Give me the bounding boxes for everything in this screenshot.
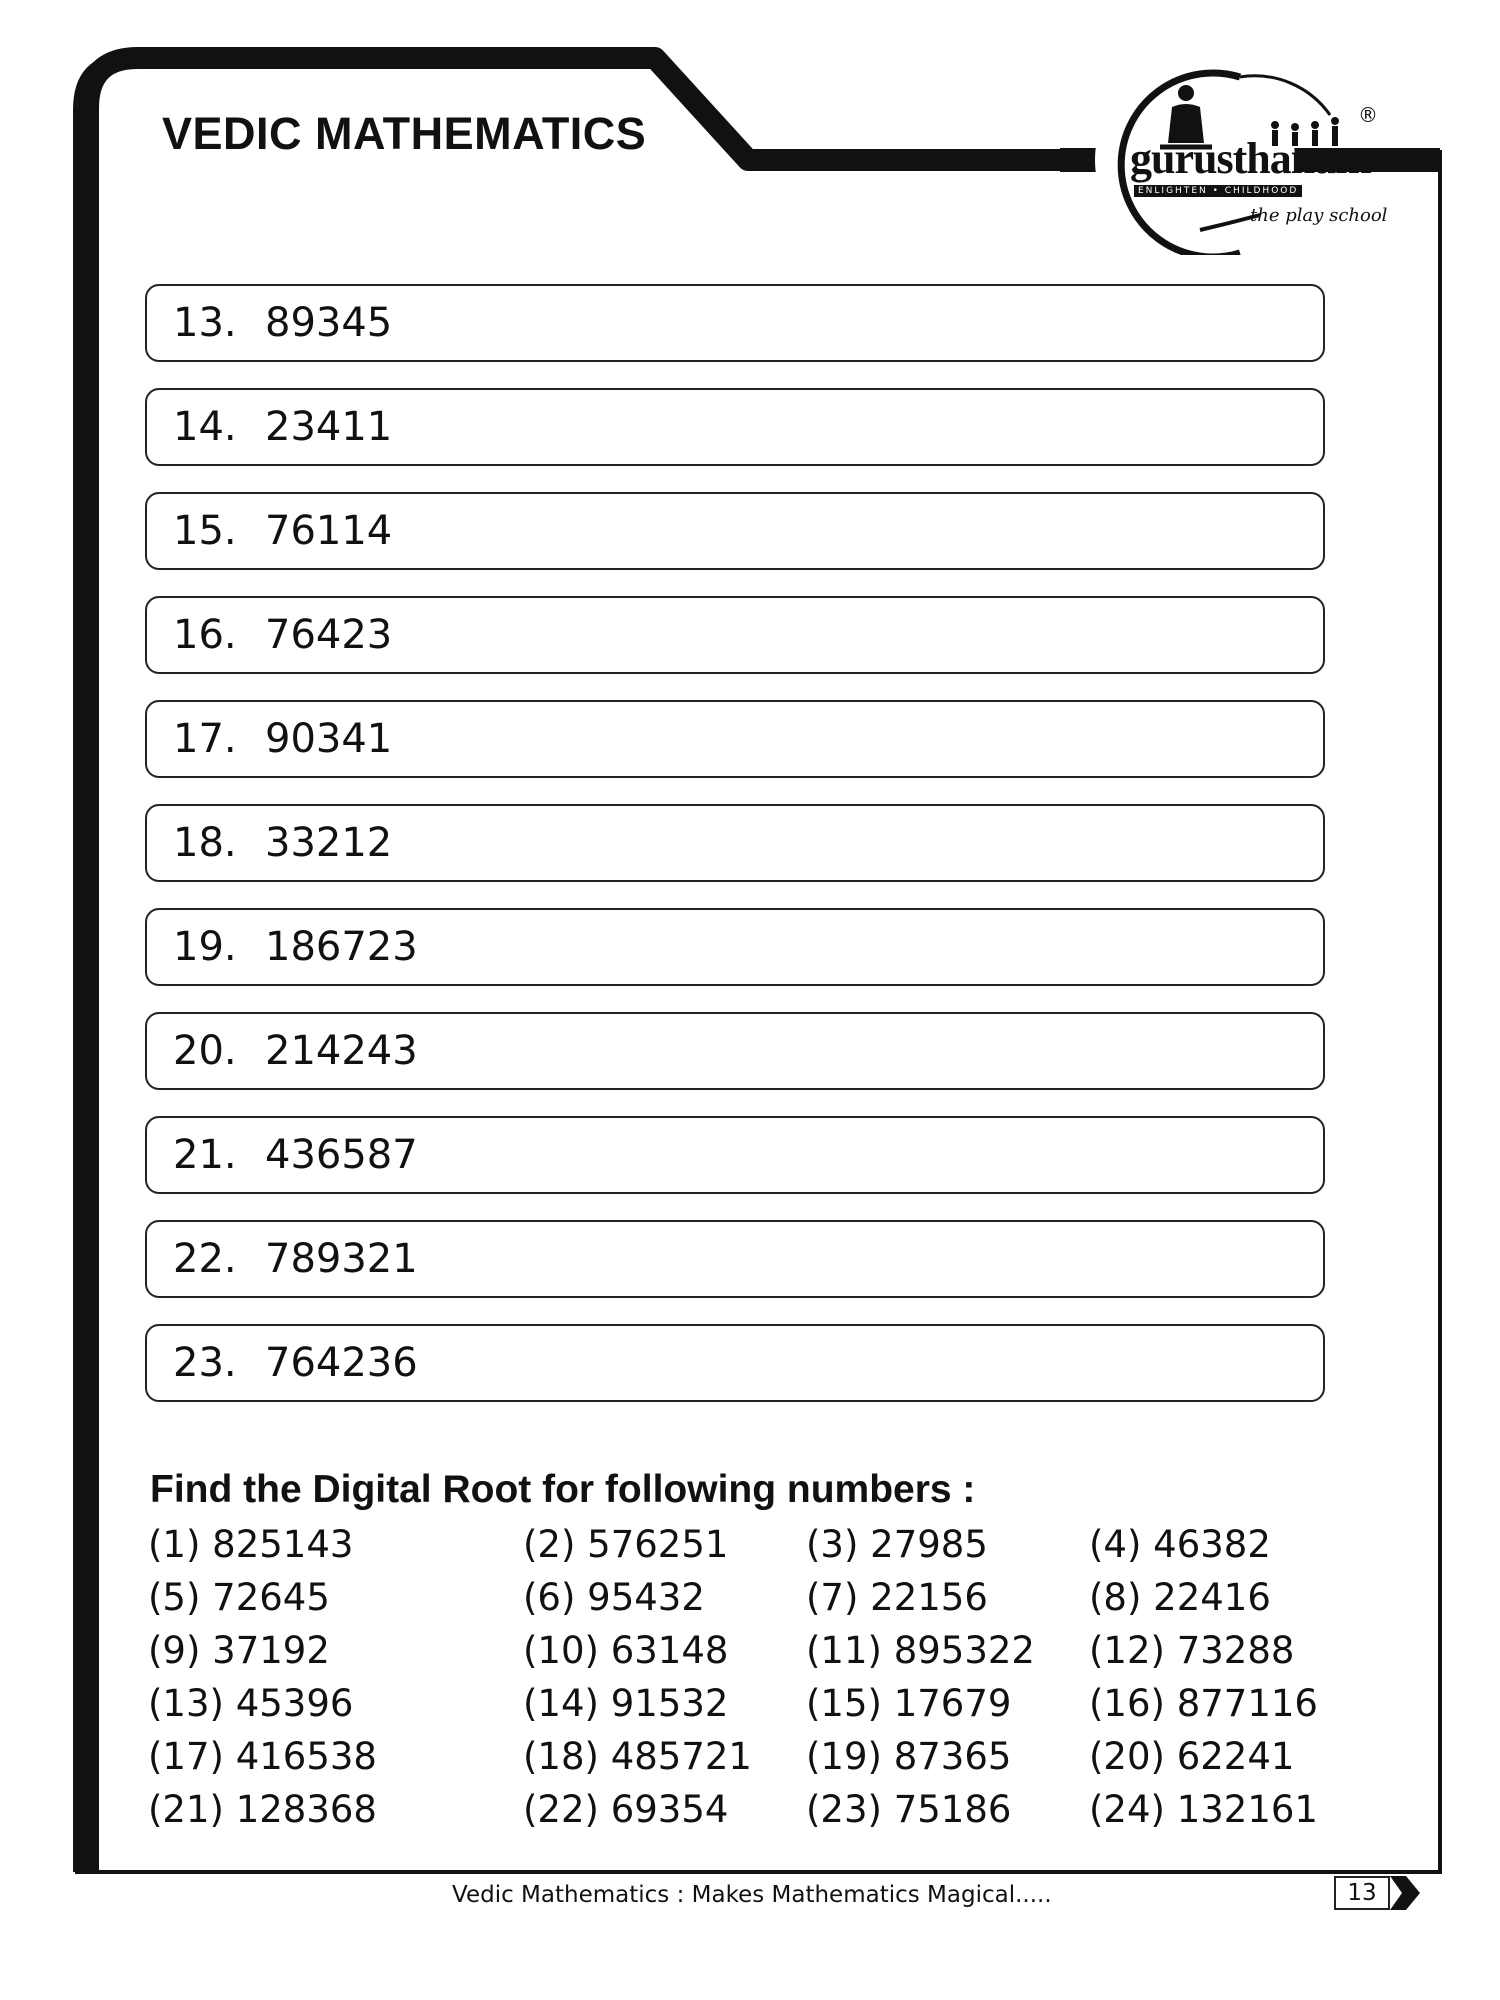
digital-root-item: (11) 895322: [806, 1629, 1035, 1672]
digital-root-item: (1) 825143: [148, 1523, 354, 1566]
exercise-row: [145, 1116, 1325, 1194]
digital-root-item: (14) 91532: [523, 1682, 729, 1725]
digital-root-item: (22) 69354: [523, 1788, 729, 1831]
exercise-number: 13.: [173, 300, 237, 346]
exercise-value: 764236: [265, 1340, 418, 1386]
digital-root-item: (6) 95432: [523, 1576, 705, 1619]
digital-root-item: (5) 72645: [148, 1576, 330, 1619]
digital-root-grid: [148, 1518, 1328, 1836]
exercise-value: 186723: [265, 924, 418, 970]
exercise-value: 789321: [265, 1236, 418, 1282]
exercise-number: 16.: [173, 612, 237, 658]
logo-wordmark: gurusthanam: [1130, 134, 1371, 183]
digital-root-item: (8) 22416: [1089, 1576, 1271, 1619]
exercise-number: 18.: [173, 820, 237, 866]
exercise-row: [145, 284, 1325, 362]
exercise-number: 21.: [173, 1132, 237, 1178]
exercise-number: 19.: [173, 924, 237, 970]
page-number: 13: [1334, 1876, 1390, 1910]
exercise-value: 90341: [265, 716, 393, 762]
digital-root-item: (9) 37192: [148, 1629, 330, 1672]
digital-root-item: (13) 45396: [148, 1682, 354, 1725]
digital-root-item: (4) 46382: [1089, 1523, 1271, 1566]
digital-root-item: (17) 416538: [148, 1735, 377, 1778]
footer-text: Vedic Mathematics : Makes Mathematics Magical.....: [452, 1882, 1052, 1908]
digital-root-item: (16) 877116: [1089, 1682, 1318, 1725]
exercise-row: [145, 1012, 1325, 1090]
digital-root-item: (19) 87365: [806, 1735, 1012, 1778]
exercise-row: [145, 1324, 1325, 1402]
digital-root-item: (21) 128368: [148, 1788, 377, 1831]
digital-root-heading: Find the Digital Root for following numbers :: [150, 1468, 976, 1511]
exercise-value: 214243: [265, 1028, 418, 1074]
exercise-row: [145, 388, 1325, 466]
exercise-value: 89345: [265, 300, 393, 346]
exercise-number: 23.: [173, 1340, 237, 1386]
digital-root-item: (20) 62241: [1089, 1735, 1295, 1778]
digital-root-item: (12) 73288: [1089, 1629, 1295, 1672]
exercise-value: 436587: [265, 1132, 418, 1178]
page-arrow-icon: [1388, 1870, 1424, 1916]
exercise-row: [145, 596, 1325, 674]
digital-root-item: (3) 27985: [806, 1523, 988, 1566]
digital-root-item: (10) 63148: [523, 1629, 729, 1672]
exercise-number: 20.: [173, 1028, 237, 1074]
exercise-value: 33212: [265, 820, 393, 866]
page-title: VEDIC MATHEMATICS: [162, 108, 647, 159]
exercise-number: 17.: [173, 716, 237, 762]
digital-root-item: (18) 485721: [523, 1735, 752, 1778]
exercise-number: 14.: [173, 404, 237, 450]
exercise-row: [145, 700, 1325, 778]
logo-subline: ENLIGHTEN • CHILDHOOD: [1134, 185, 1302, 197]
logo-tagline: the play school: [1250, 205, 1388, 226]
exercise-number: 15.: [173, 508, 237, 554]
brand-logo: [1090, 55, 1390, 255]
exercise-value: 76423: [265, 612, 393, 658]
digital-root-item: (15) 17679: [806, 1682, 1012, 1725]
digital-root-item: (7) 22156: [806, 1576, 988, 1619]
exercise-value: 23411: [265, 404, 393, 450]
exercise-value: 76114: [265, 508, 393, 554]
exercise-row: [145, 908, 1325, 986]
digital-root-item: (23) 75186: [806, 1788, 1012, 1831]
digital-root-item: (24) 132161: [1089, 1788, 1318, 1831]
exercise-row: [145, 1220, 1325, 1298]
digital-root-item: (2) 576251: [523, 1523, 729, 1566]
exercise-list: [145, 284, 1325, 1428]
exercise-number: 22.: [173, 1236, 237, 1282]
registered-mark: ®: [1358, 103, 1378, 127]
exercise-row: [145, 804, 1325, 882]
exercise-row: [145, 492, 1325, 570]
